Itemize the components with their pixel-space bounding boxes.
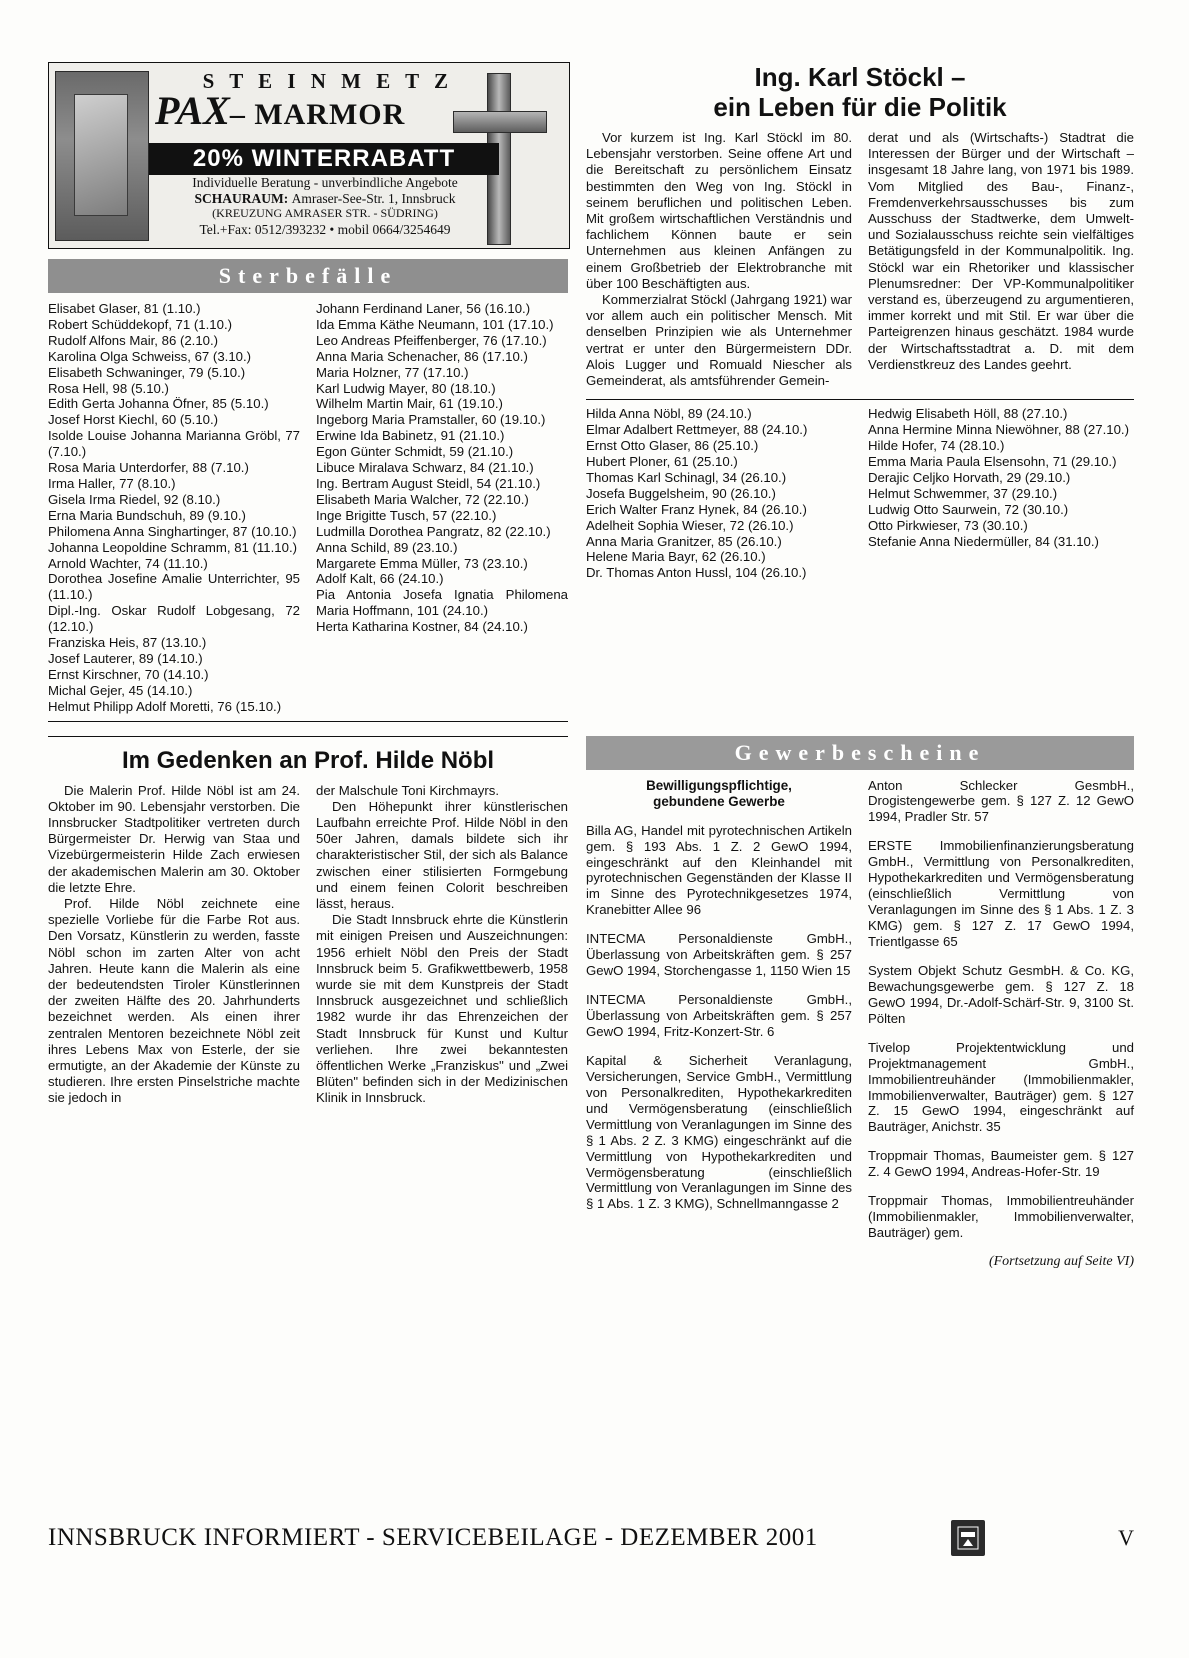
- death-entry: Anna Maria Granitzer, 85 (26.10.): [586, 533, 782, 549]
- death-entry: Hilda Anna Nöbl, 89 (24.10.): [586, 406, 752, 422]
- gewerbescheine-column-1: [586, 778, 852, 1271]
- stoeckl-column-1: [586, 130, 852, 389]
- ad-brand-marmor: – MARMOR: [229, 98, 406, 131]
- death-entry: Gisela Irma Riedel, 92 (8.10.): [48, 491, 221, 507]
- death-entry: Helmut Philipp Adolf Moretti, 76 (15.10.): [48, 698, 282, 714]
- nobl-paragraph: Die Malerin Prof. Hilde Nöbl ist am 24. Oktober im 90. Lebensjahr verstorben. Die Innsbrucker Stadtpolitiker vertreten durch Bürgermeister Dr. Herwig van Staa und Vizebürgermeisterin Hilde Zach erwiesen der akademischen Malerin am 30. Oktober die letzte Ehre.: [48, 782, 300, 895]
- death-entry: Dorothea Josefine Amalie Unterrichter, 95 (11.10.): [48, 571, 300, 603]
- death-entry: Adolf Kalt, 66 (24.10.): [316, 571, 444, 587]
- death-entry: Margarete Emma Müller, 73 (23.10.): [316, 555, 528, 571]
- ad-showroom-label: SCHAURAUM:: [194, 190, 289, 206]
- nobl-paragraph: der Malschule Toni Kirchmayrs.: [316, 782, 499, 798]
- death-entry: Robert Schüddekopf, 71 (1.10.): [48, 316, 233, 332]
- nobl-article-title: Im Gedenken an Prof. Hilde Nöbl: [121, 746, 495, 774]
- ad-contact-line: Tel.+Fax: 0512/393232 • mobil 0664/3254649: [199, 221, 451, 237]
- death-notices-list-continued: [586, 399, 1134, 581]
- gewerbe-entry: ERSTE Immobilienfinanzierungsberatung GmbH., Vermittlung von Personalkrediten, Hypothekarkrediten und Vermögensberatung (einschließlich Vermittlung von Veranlagungen im Sinne des § 1 Abs. 1 Z. 3 KMG) gem. § 127 Z. 17 GewO 1994, Trientlgasse 65: [868, 838, 1134, 949]
- gewerbe-entry: Troppmair Thomas, Baumeister gem. § 127 Z. 4 GewO 1994, Andreas-Hofer-Str. 19: [868, 1148, 1134, 1180]
- continuation-note: (Fortsetzung auf Seite VI): [988, 1254, 1134, 1270]
- death-entry: Josef Lauterer, 89 (14.10.): [48, 650, 203, 666]
- death-entry: Derajic Celjko Horvath, 29 (29.10.): [868, 469, 1071, 485]
- ad-crossing-note: (KREUZUNG AMRASER STR. - SÜDRING): [212, 206, 438, 220]
- death-notices-column-4: [868, 406, 1134, 581]
- ad-steinmetz-label: S T E I N M E T Z: [202, 69, 453, 93]
- death-entry: Rudolf Alfons Mair, 86 (2.10.): [48, 332, 219, 348]
- stoeckl-article-body: [586, 130, 1134, 389]
- death-entry: Josefa Buggelsheim, 90 (26.10.): [586, 485, 776, 501]
- death-entry: Michal Gejer, 45 (14.10.): [48, 682, 193, 698]
- death-entry: Wilhelm Martin Mair, 61 (19.10.): [316, 396, 503, 412]
- death-entry: Elisabeth Maria Walcher, 72 (22.10.): [316, 491, 529, 507]
- death-notices-column-1: [48, 301, 300, 715]
- page-footer: [48, 1520, 1134, 1556]
- death-entry: Johanna Leopoldine Schramm, 81 (11.10.): [48, 539, 298, 555]
- gewerbe-entry: Kapital & Sicherheit Veranlagung, Versicherungen, Service GmbH., Vermittlung von Personalkrediten, Hypothekarkrediten und Vermögensberatung (einschließlich Vermittlung von Veranlagungen im Sinne des § 1 Abs. 2 Z. 3 KMG) eingeschränkt auf die Vermittlung von Hypothekarkrediten und Vermögensberatung (einschließlich Vermittlung von Veranlagungen im Sinne des § 1 Abs. 1 Z. 3 KMG), Schnellmanngasse 2: [586, 1053, 852, 1212]
- nobl-paragraph: Die Stadt Innsbruck ehrte die Künstlerin mit einigen Preisen und Auszeichnungen: 1956 erhielt Nöbl den Preis der Stadt Innsbruck beim 5. Grafikwettbewerb, 1958 wurde sie mit dem Kunstpreis der Stadt Innsbruck ausgezeichnet und schließlich 1982 wurde ihr das Ehrenzeichen der Stadt Innsbruck für Kunst und Kultur verliehen. Ihre zwei bekanntesten öffentlichen Werke „Franziskus" und „Zwei Blüten" befinden sich in der Medizinischen Klinik in Innsbruck.: [316, 912, 568, 1106]
- death-entry: Emma Maria Paula Elsensohn, 71 (29.10.): [868, 453, 1117, 469]
- death-entry: Arnold Wachter, 74 (11.10.): [48, 555, 208, 571]
- death-entry: Johann Ferdinand Laner, 56 (16.10.): [316, 301, 531, 316]
- death-entry: Helmut Schwemmer, 37 (29.10.): [868, 485, 1058, 501]
- gewerbescheine-banner: Gewerbescheine: [586, 736, 1134, 770]
- death-entry: Karolina Olga Schweiss, 67 (3.10.): [48, 348, 252, 364]
- gewerbe-entry: Billa AG, Handel mit pyrotechnischen Artikeln gem. § 193 Abs. 1 Z. 2 GewO 1994, eingeschränkt auf den Kleinhandel mit pyrotechnischen Gegenständen der Klasse II im Sinne des Pyrotechnikgesetzes 1974, Kranebitter Allee 96: [586, 822, 852, 918]
- death-entry: Philomena Anna Singhartinger, 87 (10.10.): [48, 523, 297, 539]
- death-entry: Otto Pirkwieser, 73 (30.10.): [868, 517, 1028, 533]
- gewerbe-entry: Troppmair Thomas, Immobilientreuhänder (Immobilienmakler, Immobilienverwalter, Bauträger) gem.: [868, 1193, 1134, 1241]
- death-entry: Franziska Heis, 87 (13.10.): [48, 635, 207, 651]
- death-entry: Stefanie Anna Niedermüller, 84 (31.10.): [868, 533, 1099, 549]
- nobl-article-body: [48, 783, 568, 1107]
- death-entry: Irma Haller, 77 (8.10.): [48, 475, 176, 491]
- ad-brand-name: [149, 88, 459, 133]
- death-entry: Elmar Adalbert Rettmeyer, 88 (24.10.): [586, 422, 808, 438]
- death-entry: Erna Maria Bundschuh, 89 (9.10.): [48, 507, 246, 523]
- stoeckl-column-2: [868, 130, 1134, 389]
- gewerbe-entry: Anton Schlecker GesmbH., Drogistengewerbe gem. § 127 Z. 12 GewO 1994, Pradler Str. 57: [868, 777, 1134, 825]
- death-notices-list: [48, 301, 568, 722]
- gewerbe-entry: System Objekt Schutz GesmbH. & Co. KG, Bewachungsgewerbe gem. § 127 Z. 18 GewO 1994, Dr.-Adolf-Schärf-Str. 9, 3100 St. Pölten: [868, 963, 1134, 1026]
- stoeckl-paragraph: Vor kurzem ist Ing. Karl Stöckl im 80. Lebensjahr verstorben. Seine offene Art und die Bereitschaft zu persönlichem Einsatz bestimmten den Weg von Ing. Stöckl in seinem beruflichen und politischen Leben. Mit großem wirtschaftlichen Verständnis und fachlichem Können baute er sein Unternehmen aus kleinen Anfängen zu einem Großbetrieb der Elektrobranche mit über 100 Beschäftigten aus.: [586, 130, 852, 291]
- ad-service-line: Individuelle Beratung - unverbindliche Angebote: [192, 175, 458, 190]
- left-column: [48, 62, 568, 722]
- death-entry: Hubert Ploner, 61 (25.10.): [586, 453, 738, 469]
- death-entry: Leo Andreas Pfeiffenberger, 76 (17.10.): [316, 332, 547, 348]
- death-entry: Rosa Hell, 98 (5.10.): [48, 380, 169, 396]
- death-entry: Hilde Hofer, 74 (28.10.): [868, 438, 1005, 454]
- advertisement-pax-marmor: [48, 62, 570, 249]
- death-entry: Hedwig Elisabeth Höll, 88 (27.10.): [868, 406, 1068, 422]
- stoeckl-paragraph: derat und als (Wirtschafts-) Stadtrat die Interessen der Bürger und der Wirtschaft – insgesamt 18 Jahre lang, von 1971 bis 1989. Vom Mitglied des Bau-, Finanz-, Fremdenverkehrsausschusses bis zum Ausschuss der Stadtwerke, dem Umwelt- und Sozialausschuss reichte sein vielfältiges Betätigungsfeld in der Kommunalpolitik. Ing. Stöckl war ein Rhetoriker und klassischer Plenumsredner: Der VP-Kommunalpolitiker verstand es, überzeugend zu argumentieren, immer korrekt und mit Stil. Er war über die Parteigrenzen hinaus geschätzt. 1984 wurde der Wirtschaftsstadtrat a. D. mit dem Verdienstkreuz des Landes geehrt.: [868, 130, 1134, 372]
- gewerbe-entry: INTECMA Personaldienste GmbH., Überlassung von Arbeitskräften gem. § 257 GewO 1994, Storchengasse 1, 1150 Wien 15: [586, 931, 852, 979]
- death-entry: Ida Emma Käthe Neumann, 101 (17.10.): [316, 316, 554, 332]
- death-entry: Ludwig Otto Saurwein, 72 (30.10.): [868, 501, 1069, 517]
- death-entry: Anna Schild, 89 (23.10.): [316, 539, 458, 555]
- death-entry: Inge Brigitte Tusch, 57 (22.10.): [316, 507, 497, 523]
- death-entry: Ingeborg Maria Pramstaller, 60 (19.10.): [316, 412, 546, 428]
- death-entry: Josef Horst Kiechl, 60 (5.10.): [48, 412, 219, 428]
- stoeckl-title-line-1: Ing. Karl Stöckl –: [754, 62, 966, 92]
- nobl-column-1: [48, 783, 300, 1107]
- death-entry: Dr. Thomas Anton Hussl, 104 (26.10.): [586, 565, 807, 581]
- death-entry: Egon Günter Schmidt, 59 (21.10.): [316, 444, 514, 460]
- ad-discount-badge: 20% WINTERRABATT: [149, 143, 499, 175]
- death-entry: Rosa Maria Unterdorfer, 88 (7.10.): [48, 460, 249, 476]
- death-entry: Erwine Ida Babinetz, 91 (21.10.): [316, 428, 505, 444]
- death-notices-column-3: [586, 406, 852, 581]
- death-entry: Elisabeth Schwaninger, 79 (5.10.): [48, 364, 246, 380]
- gravestone-image: [55, 71, 149, 241]
- death-entry: Libuce Miralava Schwarz, 84 (21.10.): [316, 460, 534, 476]
- gewerbe-entry: Tivelop Projektentwicklung und Projektmanagement GmbH., Immobilientreuhänder (Immobilienmakler, Immobilienverwalter, Bauträger) gem. § 127 Z. 15 GewO 1994, eingeschränkt auf Bauträger, Anichstr. 35: [868, 1039, 1134, 1135]
- death-entry: Dipl.-Ing. Oskar Rudolf Lobgesang, 72 (12.10.): [48, 603, 300, 635]
- death-entry: Ernst Kirschner, 70 (14.10.): [48, 666, 209, 682]
- death-entry: Erich Walter Franz Hynek, 84 (26.10.): [586, 501, 807, 517]
- death-notices-column-2: [316, 301, 568, 715]
- death-entry: Ernst Otto Glaser, 86 (25.10.): [586, 438, 759, 454]
- stoeckl-article-title: [586, 62, 1134, 122]
- ad-showroom-address: Amraser-See-Str. 1, Innsbruck: [291, 190, 456, 206]
- gewerbescheine-subtitle-line-2: gebundene Gewerbe: [653, 793, 785, 809]
- death-entry: Karl Ludwig Mayer, 80 (18.10.): [316, 380, 496, 396]
- sterbefaelle-banner: Sterbefälle: [48, 259, 568, 293]
- death-entry: Ludmilla Dorothea Pangratz, 82 (22.10.): [316, 523, 551, 539]
- death-entry: Isolde Louise Johanna Marianna Gröbl, 77 (7.10.): [48, 428, 300, 460]
- death-entry: Adelheit Sophia Wieser, 72 (26.10.): [586, 517, 794, 533]
- nobl-memorial-article: [48, 736, 568, 1271]
- death-entry: Ing. Bertram August Steidl, 54 (21.10.): [316, 475, 541, 491]
- city-crest-icon: [951, 1520, 985, 1556]
- death-entry: Edith Gerta Johanna Öfner, 85 (5.10.): [48, 396, 269, 412]
- top-row: [48, 62, 1134, 722]
- nobl-paragraph: Prof. Hilde Nöbl zeichnete eine spezielle Vorliebe für die Farbe Rot aus. Den Vorsatz, Künstlerin zu werden, fasste Nöbl schon im zarten Alter von acht Jahren. Heute kann die Malerin als eine der bedeutendsten Tiroler Künstlerinnen der zweiten Hälfte des 20. Jahrhunderts bezeichnet werden. Als einen ihrer zentralen Mentoren bezeichnete Nöbl zeit ihres Lebens Max von Esterle, der sie ermutigte, an der Akademie der Künste zu studieren. Ihre ersten Pinselstriche machte sie jedoch in: [48, 895, 300, 1106]
- death-entry: Herta Katharina Kostner, 84 (24.10.): [316, 619, 528, 635]
- stoeckl-paragraph: Kommerzialrat Stöckl (Jahrgang 1921) war vor allem auch ein politischer Mensch. Mit denselben Prinzipien wie als Unternehmer vertrat er unter den Bürgermeistern DDr. Alois Lugger und Romuald Niescher als Gemeinderat, als amtsführender Gemein-: [586, 292, 852, 389]
- gewerbescheine-subtitle-line-1: Bewilligungspflichtige,: [646, 777, 792, 793]
- right-column: [586, 62, 1134, 722]
- gewerbescheine-section: [586, 736, 1134, 1271]
- death-entry: Helene Maria Bayr, 62 (26.10.): [586, 549, 766, 565]
- death-entry: Thomas Karl Schinagl, 34 (26.10.): [586, 469, 787, 485]
- stoeckl-title-line-2: ein Leben für die Politik: [713, 92, 1007, 122]
- nobl-paragraph: Den Höhepunkt ihrer künstlerischen Laufbahn erreichte Prof. Hilde Nöbl in den 50er Jahren, damals bildete sich ihr charakteristischer Stil, der sich als Balance zwischen einer stilisierten Formgebung und einem feinen Colorit beschreiben lässt, heraus.: [316, 798, 568, 911]
- lower-row: [48, 736, 1134, 1271]
- death-entry: Maria Holzner, 77 (17.10.): [316, 364, 469, 380]
- gewerbescheine-column-2: [868, 778, 1134, 1271]
- footer-publication-line: INNSBRUCK INFORMIERT - SERVICEBEILAGE - DEZEMBER 2001: [48, 1524, 818, 1551]
- page-content: [48, 62, 1134, 1492]
- page-number: V: [1118, 1525, 1134, 1550]
- gewerbescheine-body: [586, 778, 1134, 1271]
- ad-brand-pax: PAX: [155, 88, 230, 133]
- death-entry: Anna Maria Schenacher, 86 (17.10.): [316, 348, 528, 364]
- ad-showroom-line: [145, 191, 505, 207]
- death-entry: Anna Hermine Minna Niewöhner, 88 (27.10.): [868, 422, 1129, 438]
- death-entry: Pia Antonia Josefa Ignatia Philomena Maria Hoffmann, 101 (24.10.): [316, 587, 568, 619]
- gewerbe-entry: INTECMA Personaldienste GmbH., Überlassung von Arbeitskräften gem. § 257 GewO 1994, Fritz-Konzert-Str. 6: [586, 992, 852, 1040]
- nobl-column-2: [316, 783, 568, 1107]
- death-entry: Elisabet Glaser, 81 (1.10.): [48, 301, 201, 316]
